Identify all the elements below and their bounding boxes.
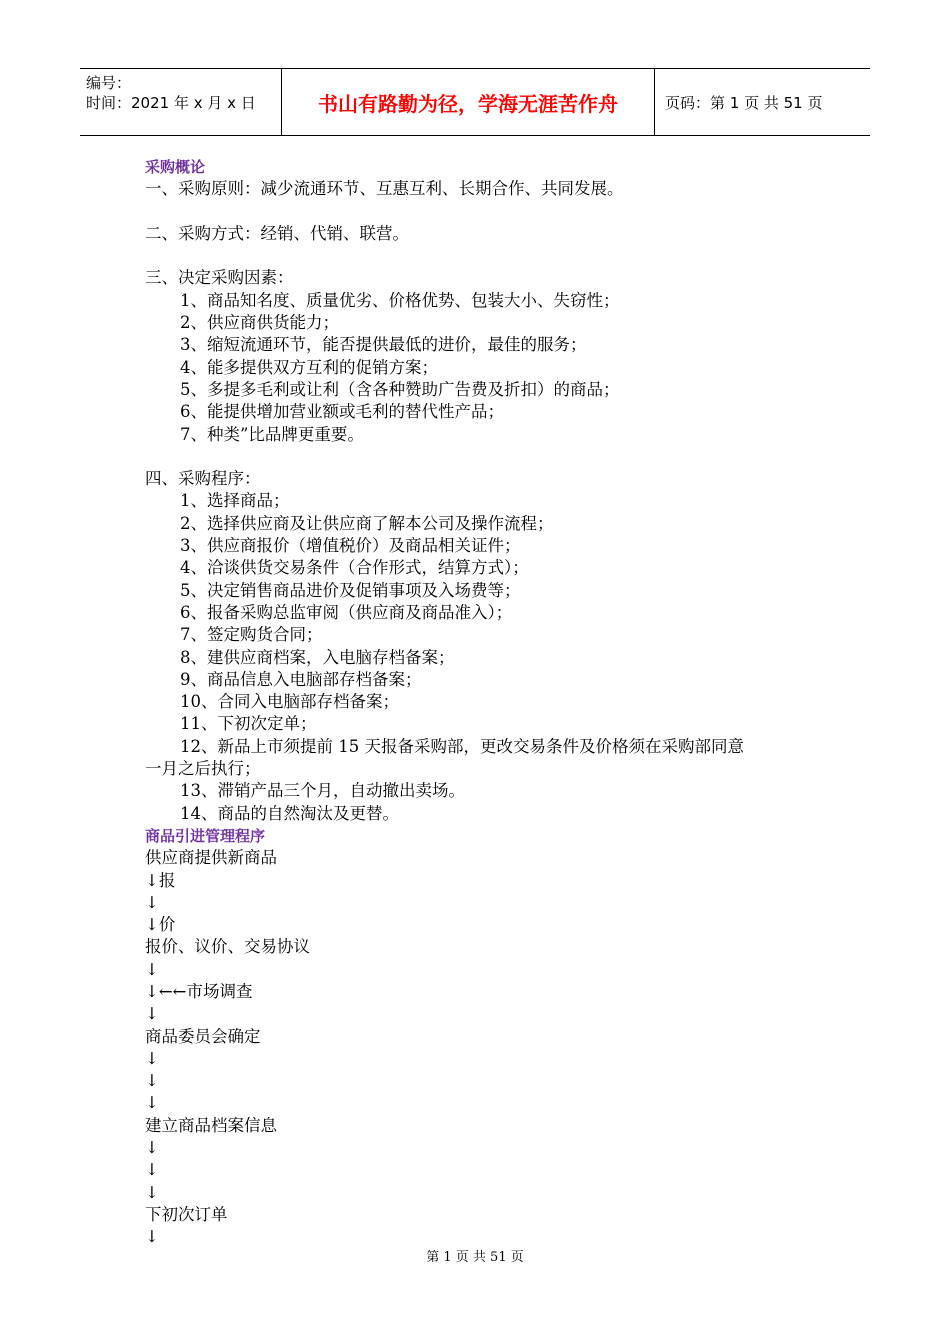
flow-arrow: ↓←←市场调查 <box>145 981 253 1001</box>
factors-title: 三、决定采购因素： <box>145 268 294 288</box>
page-footer: 第 1 页 共 51 页 <box>426 1250 524 1265</box>
procedure-item: 7、签定购货合同； <box>180 625 323 645</box>
procedure-item: 6、报备采购总监审阅（供应商及商品准入）； <box>180 602 513 622</box>
flow-step: 报价、议价、交易协议 <box>145 937 310 957</box>
purchasing-principle: 一、采购原则：减少流通环节、互惠互利、长期合作、共同发展。 <box>145 179 624 199</box>
factor-item: 5、多提多毛利或让利（含各种赞助广告费及折扣）的商品； <box>180 379 620 399</box>
factor-item: 2、供应商供货能力； <box>180 313 339 333</box>
procedure-item: 1、选择商品； <box>180 491 290 511</box>
flow-arrow: ↓ <box>145 1093 159 1113</box>
document-number-label: 编号： <box>86 74 132 92</box>
flow-arrow: ↓ <box>145 959 159 979</box>
header-meta <box>80 69 282 135</box>
procedure-item-continued: 一月之后执行； <box>145 759 261 779</box>
procedure-item: 11、下初次定单； <box>180 714 317 734</box>
factor-item: 1、商品知名度、质量优劣、价格优势、包装大小、失窃性； <box>180 290 620 310</box>
factor-item: 3、缩短流通环节，能否提供最低的进价，最佳的服务； <box>180 335 587 355</box>
procedure-item: 4、洽谈供货交易条件（合作形式，结算方式）； <box>180 558 529 578</box>
purchasing-methods: 二、采购方式：经销、代销、联营。 <box>145 223 409 243</box>
flow-arrow: ↓价 <box>145 915 176 935</box>
factor-item: 7、种类”比品牌更重要。 <box>180 424 364 444</box>
flow-step: 下初次订单 <box>145 1204 228 1224</box>
flow-arrow: ↓ <box>145 1004 159 1024</box>
flow-arrow: ↓ <box>145 892 159 912</box>
document-body <box>145 156 825 1249</box>
spacer <box>145 446 825 468</box>
flow-step: 建立商品档案信息 <box>145 1115 277 1135</box>
procedure-item: 10、合同入电脑部存档备案； <box>180 692 399 712</box>
flow-arrow: ↓ <box>145 1138 159 1158</box>
procedure-item: 14、商品的自然淘汰及更替。 <box>180 803 399 823</box>
header-page-info: 页码：第 1 页 共 51 页 <box>665 93 823 112</box>
section-title-purchasing-overview: 采购概论 <box>145 158 206 176</box>
document-time-label: 时间：2021 年 x 月 x 日 <box>86 94 256 112</box>
page-header <box>80 68 870 136</box>
flow-step: 供应商提供新商品 <box>145 848 277 868</box>
flow-arrow: ↓ <box>145 1227 159 1247</box>
flow-step: 商品委员会确定 <box>145 1026 261 1046</box>
procedure-title: 四、采购程序： <box>145 469 261 489</box>
procedure-item: 9、商品信息入电脑部存档备案； <box>180 669 422 689</box>
flow-arrow: ↓ <box>145 1160 159 1180</box>
flow-arrow: ↓ <box>145 1071 159 1091</box>
procedure-item: 5、决定销售商品进价及促销事项及入场费等； <box>180 580 521 600</box>
factor-item: 4、能多提供双方互利的促销方案； <box>180 357 438 377</box>
procedure-item: 8、建供应商档案，入电脑存档备案； <box>180 647 455 667</box>
procedure-item: 2、选择供应商及让供应商了解本公司及操作流程； <box>180 513 554 533</box>
flow-arrow: ↓ <box>145 1182 159 1202</box>
procedure-item: 13、滞销产品三个月，自动撤出卖场。 <box>180 781 465 801</box>
header-motto: 书山有路勤为径，学海无涯苦作舟 <box>282 69 655 135</box>
flow-arrow: ↓ <box>145 1048 159 1068</box>
procedure-item: 12、新品上市须提前 15 天报备采购部，更改交易条件及价格须在采购部同意 <box>180 736 744 756</box>
spacer <box>145 201 825 223</box>
factor-item: 6、能提供增加营业额或毛利的替代性产品； <box>180 402 504 422</box>
section-title-product-introduction: 商品引进管理程序 <box>145 826 266 845</box>
spacer <box>145 245 825 267</box>
flow-arrow: ↓报 <box>145 870 176 890</box>
procedure-item: 3、供应商报价（增值税价）及商品相关证件； <box>180 536 521 556</box>
